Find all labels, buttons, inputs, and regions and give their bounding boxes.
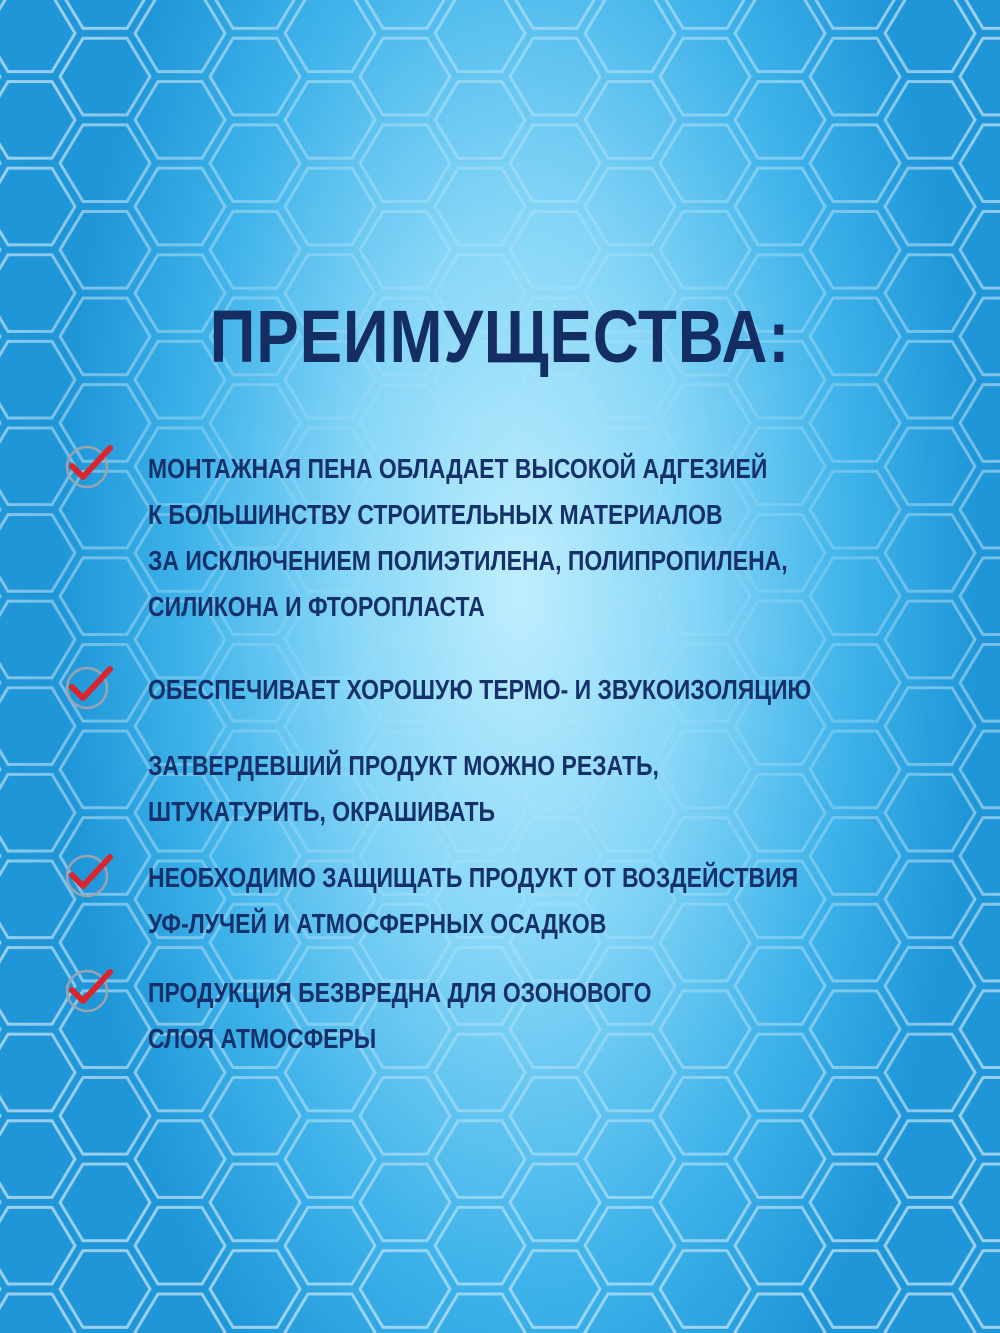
item-text-line: ЗА ИСКЛЮЧЕНИЕМ ПОЛИЭТИЛЕНА, ПОЛИПРОПИЛЕНА, — [148, 545, 788, 576]
item-text-line: УФ-ЛУЧЕЙ И АТМОСФЕРНЫХ ОСАДКОВ — [148, 908, 607, 939]
check-mark-icon — [60, 849, 118, 901]
item-text-line: СИЛИКОНА И ФТОРОПЛАСТА — [148, 591, 485, 622]
item-text-line: К БОЛЬШИНСТВУ СТРОИТЕЛЬНЫХ МАТЕРИАЛОВ — [148, 499, 723, 530]
item-text-line: МОНТАЖНАЯ ПЕНА ОБЛАДАЕТ ВЫСОКОЙ АДГЕЗИЕЙ — [148, 453, 768, 484]
item-text-line: ОБЕСПЕЧИВАЕТ ХОРОШУЮ ТЕРМО- И ЗВУКОИЗОЛЯЦИЮ — [148, 674, 812, 705]
item-text-line: ЗАТВЕРДЕВШИЙ ПРОДУКТ МОЖНО РЕЗАТЬ, — [148, 750, 659, 781]
item-text-line: СЛОЯ АТМОСФЕРЫ — [148, 1023, 377, 1054]
check-mark-icon — [60, 964, 118, 1016]
item-text-line: НЕОБХОДИМО ЗАЩИЩАТЬ ПРОДУКТ ОТ ВОЗДЕЙСТВИЯ — [148, 862, 799, 893]
item-text-line: ПРОДУКЦИЯ БЕЗВРЕДНА ДЛЯ ОЗОНОВОГО — [148, 977, 652, 1008]
check-mark-icon — [60, 440, 118, 492]
page-title: ПРЕИМУЩЕСТВА: — [209, 295, 791, 378]
item-text-line: ШТУКАТУРИТЬ, ОКРАШИВАТЬ — [148, 796, 495, 827]
check-mark-icon — [60, 661, 118, 713]
